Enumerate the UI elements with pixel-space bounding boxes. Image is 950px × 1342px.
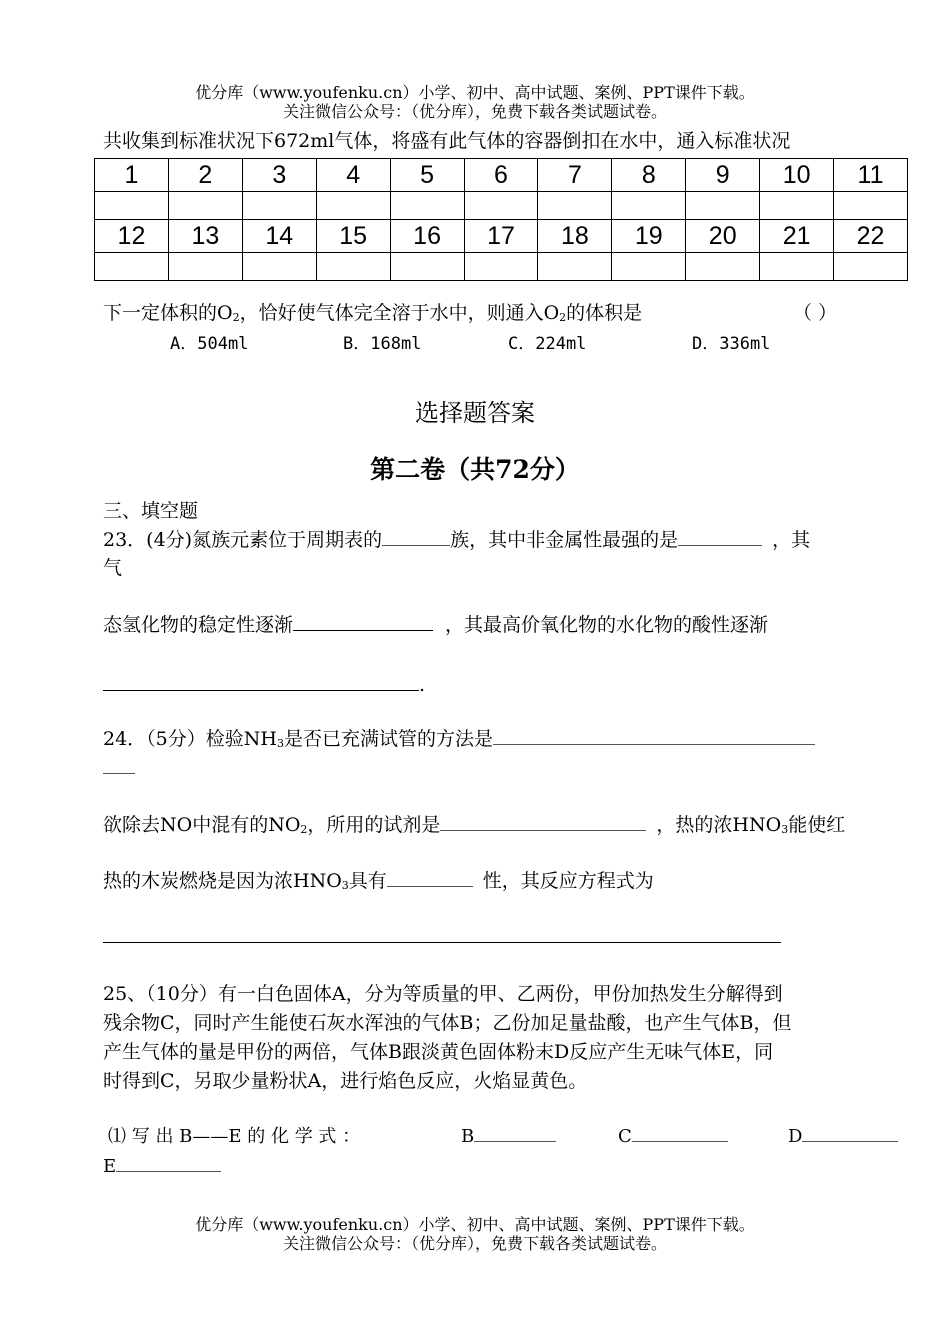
header-line-2: 关注微信公众号：（优分库），免费下载各类试题试卷。 [282,102,667,121]
answer-table-number-row [95,159,908,192]
answer-cell[interactable] [316,192,390,220]
answer-cell[interactable] [686,192,760,220]
q22-line-2: 下一定体积的$O_2$，恰好使气体完全溶于水中，则通入$O_2$的体积是 [103,302,643,324]
answer-cell[interactable] [760,253,834,281]
answer-table-blank-row [95,192,908,220]
answer-cell[interactable] [168,253,242,281]
part-title: 第二卷（共72分） [370,455,580,484]
answer-d: D [788,1122,898,1147]
question-number-cell: 9 [686,159,760,192]
q23-line-3: . [103,670,425,696]
question-number-cell: 16 [390,220,464,253]
q25-sub-1: ⑴ 写 出 B——E 的 化 学 式 ： [108,1126,361,1147]
q23-line-1-wrap: 气 [103,557,123,579]
blank[interactable] [678,525,762,546]
q24-line-3: 热的木炭燃烧是因为浓$HNO_3$具有 性，其反应方程式为 [103,866,654,893]
answer-cell[interactable] [612,192,686,220]
q22-line-1: 共收集到标准状况下672ml气体，将盛有此气体的容器倒扣在水中，通入标准状况 [103,130,791,152]
answer-paren: （ ） [793,302,838,324]
question-number-cell: 14 [242,220,316,253]
blank[interactable] [116,1152,221,1172]
answer-cell[interactable] [686,253,760,281]
footer-line-2: 关注微信公众号：（优分库），免费下载各类试题试卷。 [282,1234,667,1253]
question-number-cell: 3 [242,159,316,192]
question-number-cell: 19 [612,220,686,253]
answer-cell[interactable] [242,192,316,220]
footer-line-1: 优分库（www.youfenku.cn）小学、初中、高中试题、案例、PPT课件下载。 [195,1215,755,1234]
question-number-cell: 15 [316,220,390,253]
answer-e: E [103,1152,221,1177]
answer-cell[interactable] [316,253,390,281]
blank[interactable] [382,525,450,546]
question-number-cell: 12 [95,220,169,253]
answer-cell[interactable] [538,253,612,281]
q25-line: 残余物C，同时产生能使石灰水浑浊的气体B；乙份加足量盐酸，也产生气体B，但 [103,1012,792,1034]
blank[interactable] [387,866,473,887]
answer-c: C [618,1122,728,1147]
q23-line-1: 23．(4分)氮族元素位于周期表的 族，其中非金属性最强的是 ，其 [103,525,810,552]
equation-blank[interactable] [103,942,781,943]
answer-cell[interactable] [612,253,686,281]
question-number-cell: 13 [168,220,242,253]
answer-table-blank-row [95,253,908,281]
q25-line: 时得到C，另取少量粉状A，进行焰色反应，火焰显黄色。 [103,1070,588,1092]
blank[interactable] [440,810,646,831]
q24-line-2: 欲除去NO中混有的$NO_2$，所用的试剂是 ，热的浓$HNO_3$能使红 [103,810,845,837]
question-number-cell: 8 [612,159,686,192]
question-number-cell: 20 [686,220,760,253]
answer-table [94,158,908,281]
section-title: 选择题答案 [415,399,535,427]
answer-cell[interactable] [834,192,908,220]
answer-cell[interactable] [242,253,316,281]
question-number-cell: 5 [390,159,464,192]
question-number-cell: 18 [538,220,612,253]
question-number-cell: 22 [834,220,908,253]
question-number-cell: 4 [316,159,390,192]
answer-b: B [461,1122,556,1147]
answer-cell[interactable] [168,192,242,220]
question-number-cell: 2 [168,159,242,192]
answer-cell[interactable] [834,253,908,281]
q24-blank-wrap[interactable] [103,773,135,774]
q25-line: 25、（10分）有一白色固体A，分为等质量的甲、乙两份，甲份加热发生分解得到 [103,983,783,1005]
q25-line: 产生气体的量是甲份的两倍，气体B跟淡黄色固体粉末D反应产生无味气体E，同 [103,1041,774,1063]
question-number-cell: 21 [760,220,834,253]
answer-cell[interactable] [464,253,538,281]
answer-cell[interactable] [464,192,538,220]
question-number-cell: 11 [834,159,908,192]
blank[interactable] [802,1122,898,1142]
option-d: D．336ml [692,334,771,354]
section-3-heading: 三、填空题 [103,500,199,522]
question-number-cell: 6 [464,159,538,192]
answer-cell[interactable] [390,192,464,220]
blank[interactable] [474,1122,556,1142]
answer-cell[interactable] [95,192,169,220]
option-c: C．224ml [508,334,587,354]
answer-cell[interactable] [390,253,464,281]
question-number-cell: 1 [95,159,169,192]
question-number-cell: 17 [464,220,538,253]
answer-cell[interactable] [95,253,169,281]
question-number-cell: 7 [538,159,612,192]
option-b: B．168ml [343,334,422,354]
option-a: A．504ml [170,334,249,354]
blank[interactable] [103,670,419,691]
q24-line-1: 24．（5分）检验$NH_3$是否已充满试管的方法是 [103,724,815,751]
blank[interactable] [293,610,433,631]
q23-line-2: 态氢化物的稳定性逐渐 ，其最高价氧化物的水化物的酸性逐渐 [103,610,768,637]
header-line-1: 优分库（www.youfenku.cn）小学、初中、高中试题、案例、PPT课件下载。 [195,83,755,102]
answer-cell[interactable] [538,192,612,220]
blank[interactable] [493,724,815,745]
answer-table-number-row [95,220,908,253]
question-number-cell: 10 [760,159,834,192]
answer-cell[interactable] [760,192,834,220]
q25-paragraph [103,980,791,1096]
blank[interactable] [632,1122,728,1142]
